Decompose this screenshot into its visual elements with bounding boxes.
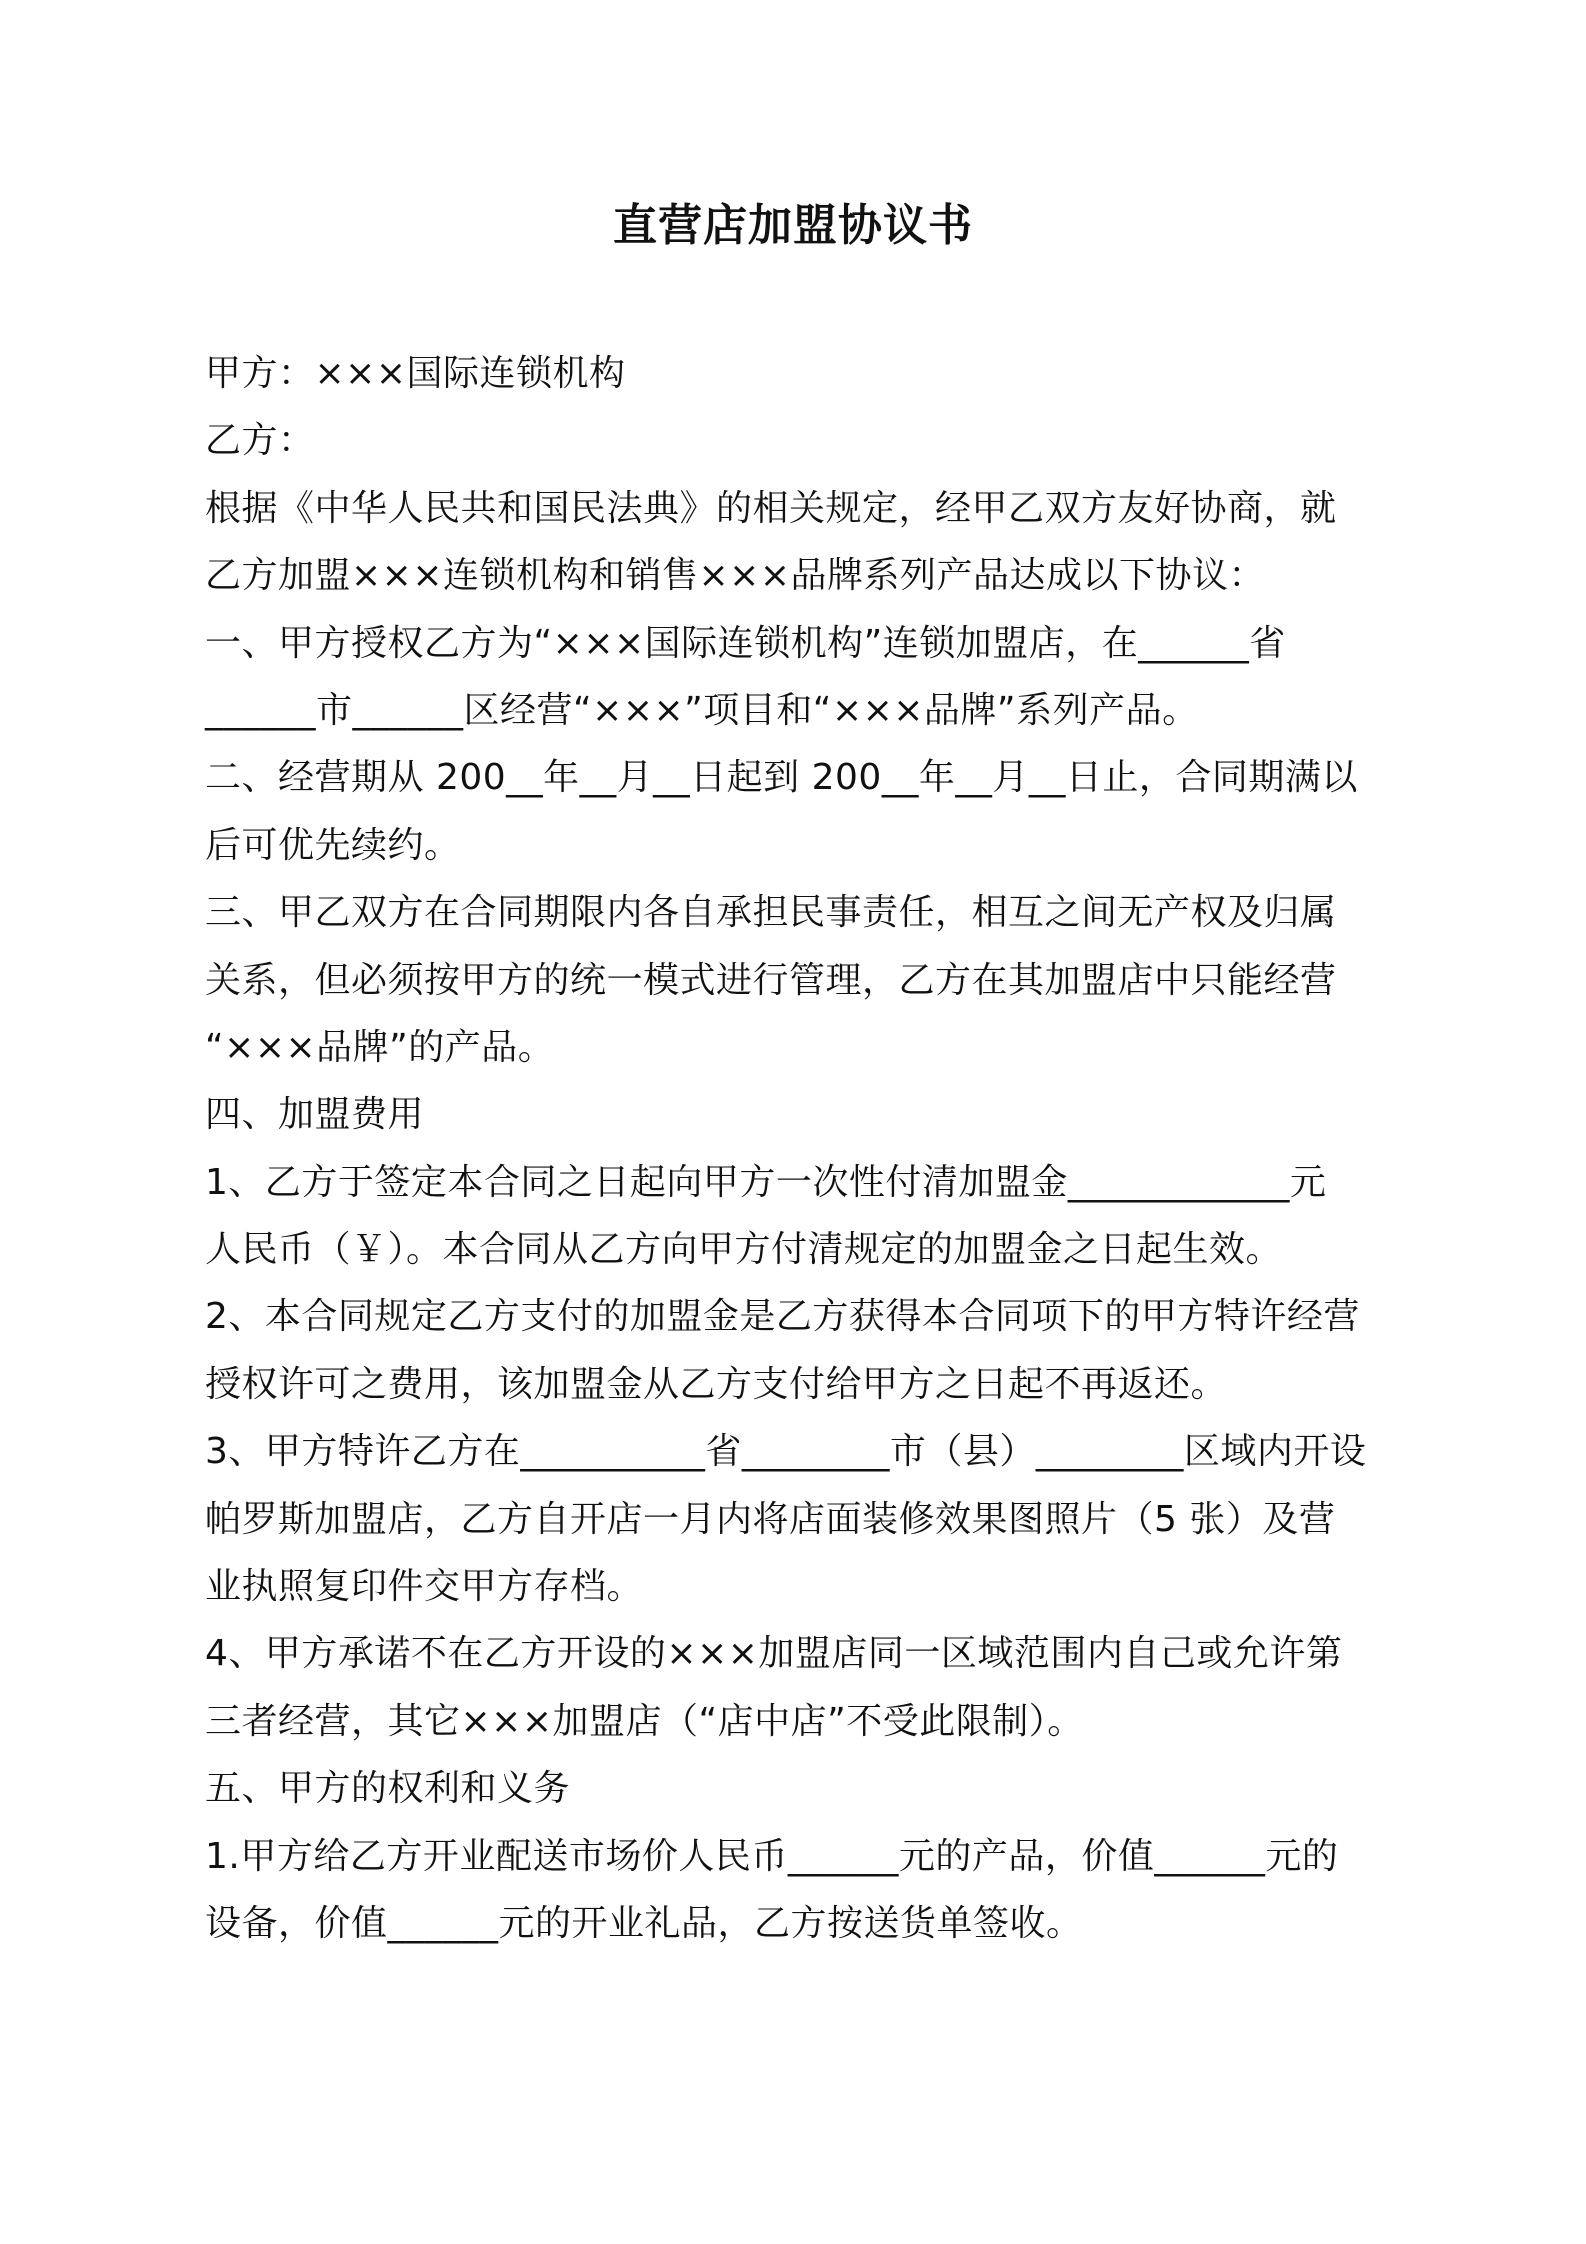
text-line: 后可优先续约。	[205, 824, 461, 866]
text-line: 乙方：	[205, 420, 315, 462]
text-line: 1.甲方给乙方开业配送市场价人民币______元的产品，价值______元的	[205, 1835, 1339, 1877]
text-line: ______市______区经营“×××”项目和“×××品牌”系列产品。	[205, 689, 1199, 731]
text-line: 根据《中华人民共和国民法典》的相关规定，经甲乙双方友好协商，就	[205, 487, 1337, 529]
text-line: 甲方：×××国际连锁机构	[205, 353, 626, 394]
text-line: 乙方加盟×××连锁机构和销售×××品牌系列产品达成以下协议：	[205, 555, 1265, 597]
text-line: 3、甲方特许乙方在__________省________市（县）________区域内开设	[205, 1431, 1367, 1473]
text-line: 人民币（￥）。本合同从乙方向甲方付清规定的加盟金之日起生效。	[205, 1229, 1283, 1271]
text-line: 一、甲方授权乙方为“×××国际连锁机构”连锁加盟店，在______省	[205, 622, 1286, 664]
text-line: 设备，价值______元的开业礼品，乙方按送货单签收。	[205, 1902, 1083, 1944]
text-line: 4、甲方承诺不在乙方开设的×××加盟店同一区域范围内自己或允许第	[205, 1633, 1343, 1675]
text-line: “×××品牌”的产品。	[205, 1026, 555, 1068]
text-line: 五、甲方的权利和义务	[205, 1768, 571, 1810]
text-line: 四、加盟费用	[205, 1094, 425, 1136]
text-line: 2、本合同规定乙方支付的加盟金是乙方获得本合同项下的甲方特许经营	[205, 1296, 1360, 1338]
document-body	[205, 340, 1395, 1957]
text-line: 三、甲乙双方在合同期限内各自承担民事责任，相互之间无产权及归属	[205, 892, 1337, 934]
text-line: 二、经营期从 200__年__月__日起到 200__年__月__日止，合同期满以	[205, 757, 1358, 799]
text-line: 关系，但必须按甲方的统一模式进行管理，乙方在其加盟店中只能经营	[205, 959, 1337, 1001]
text-line: 业执照复印件交甲方存档。	[205, 1566, 644, 1608]
text-line: 帕罗斯加盟店，乙方自开店一月内将店面装修效果图照片（5 张）及营	[205, 1498, 1336, 1540]
document-title: 直营店加盟协议书	[613, 200, 973, 251]
text-line: 1、乙方于签定本合同之日起向甲方一次性付清加盟金____________元	[205, 1161, 1327, 1203]
text-line: 授权许可之费用，该加盟金从乙方支付给甲方之日起不再返还。	[205, 1363, 1228, 1405]
text-line: 三者经营，其它×××加盟店（“店中店”不受此限制）。	[205, 1700, 1084, 1742]
